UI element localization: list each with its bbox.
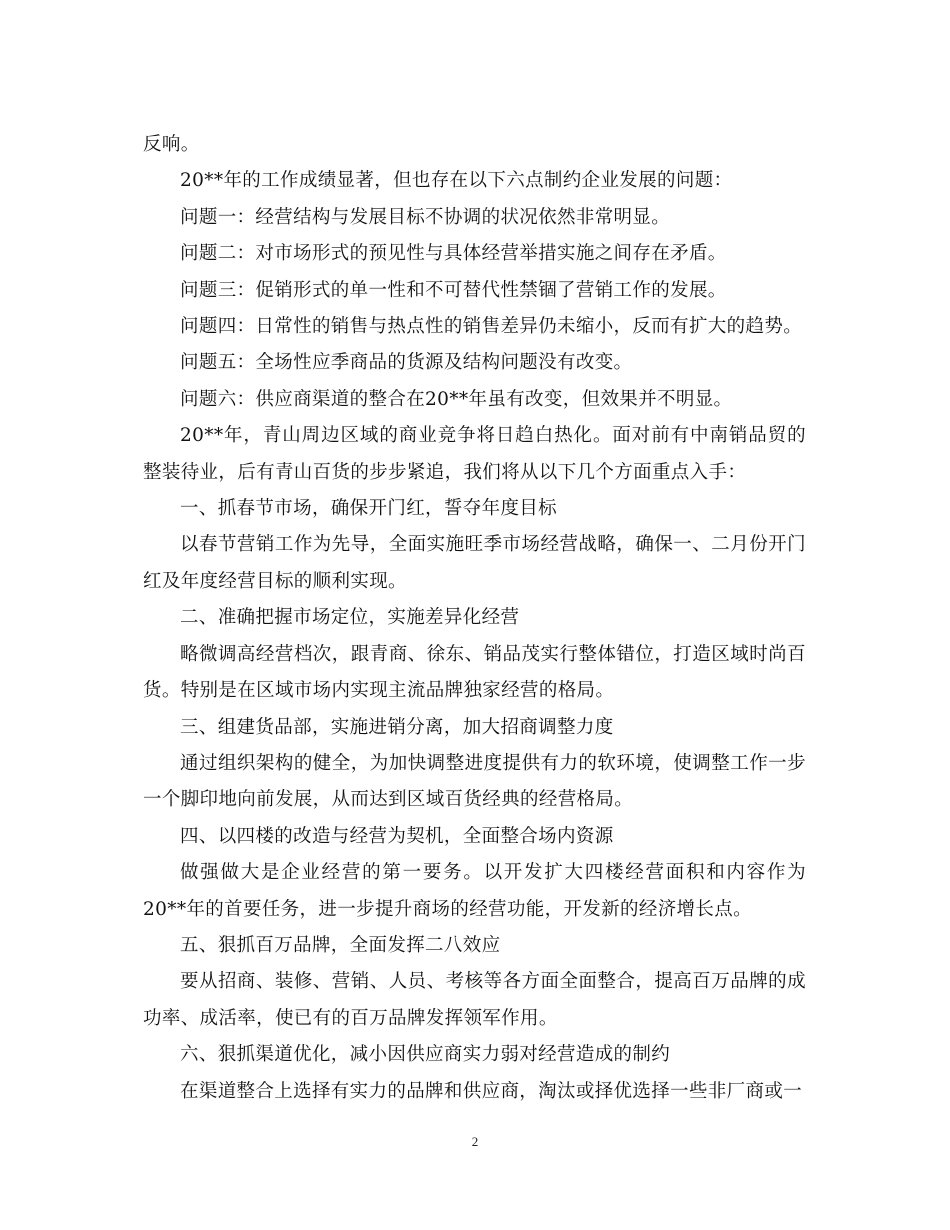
section-heading-6: 六、狠抓渠道优化，减小因供应商实力弱对经营造成的制约 xyxy=(180,1044,671,1066)
paragraph-17: 做强做大是企业经营的第一要务。以开发扩大四楼经营面积和内容作为20**年的首要任务，进一步提升商场的经营功能，开发新的经济增长点。 xyxy=(143,862,806,920)
paragraph-6: 问题四：日常性的销售与热点性的销售差异仍未缩小，反而有扩大的趋势。 xyxy=(180,316,803,338)
section-heading-5: 五、狠抓百万品牌，全面发挥二八效应 xyxy=(180,934,501,956)
document-body xyxy=(143,127,806,1110)
paragraph-3: 问题一：经营结构与发展目标不协调的状况依然非常明显。 xyxy=(180,206,671,228)
paragraph-4: 问题二：对市场形式的预见性与具体经营举措实施之间存在矛盾。 xyxy=(180,243,727,265)
page-number: 2 xyxy=(471,1134,479,1149)
paragraph-21: 在渠道整合上选择有实力的品牌和供应商，淘汰或择优选择一些非厂商或一 xyxy=(180,1080,803,1102)
paragraph-11: 以春节营销工作为先导，全面实施旺季市场经营战略，确保一、二月份开门红及年度经营目标的顺利实现。 xyxy=(143,534,806,592)
paragraph-7: 问题五：全场性应季商品的货源及结构问题没有改变。 xyxy=(180,352,633,374)
section-heading-2: 二、准确把握市场定位，实施差异化经营 xyxy=(180,607,520,629)
section-heading-3: 三、组建货品部，实施进销分离，加大招商调整力度 xyxy=(180,716,614,738)
paragraph-19: 要从招商、装修、营销、人员、考核等各方面全面整合，提高百万品牌的成功率、成活率，使已有的百万品牌发挥领军作用。 xyxy=(143,971,806,1029)
paragraph-1: 反响。 xyxy=(143,134,200,155)
section-heading-4: 四、以四楼的改造与经营为契机，全面整合场内资源 xyxy=(180,825,614,847)
section-heading-1: 一、抓春节市场，确保开门红，誓夺年度目标 xyxy=(180,498,558,520)
paragraph-2: 20**年的工作成绩显著，但也存在以下六点制约企业发展的问题： xyxy=(180,170,733,192)
paragraph-8: 问题六：供应商渠道的整合在20**年虽有改变，但效果并不明显。 xyxy=(180,388,733,410)
paragraph-15: 通过组织架构的健全，为加快调整进度提供有力的软环境，使调整工作一步一个脚印地向前发展，从而达到区域百货经典的经营格局。 xyxy=(143,752,806,811)
paragraph-13: 略微调高经营档次，跟青商、徐东、销品茂实行整体错位，打造区域时尚百货。特别是在区域市场内实现主流品牌独家经营的格局。 xyxy=(143,643,806,702)
paragraph-5: 问题三：促销形式的单一性和不可替代性禁锢了营销工作的发展。 xyxy=(180,279,727,301)
paragraph-9: 20**年，青山周边区域的商业竞争将日趋白热化。面对前有中南销品贸的整装待业，后有青山百货的步步紧追，我们将从以下几个方面重点入手： xyxy=(143,425,806,483)
